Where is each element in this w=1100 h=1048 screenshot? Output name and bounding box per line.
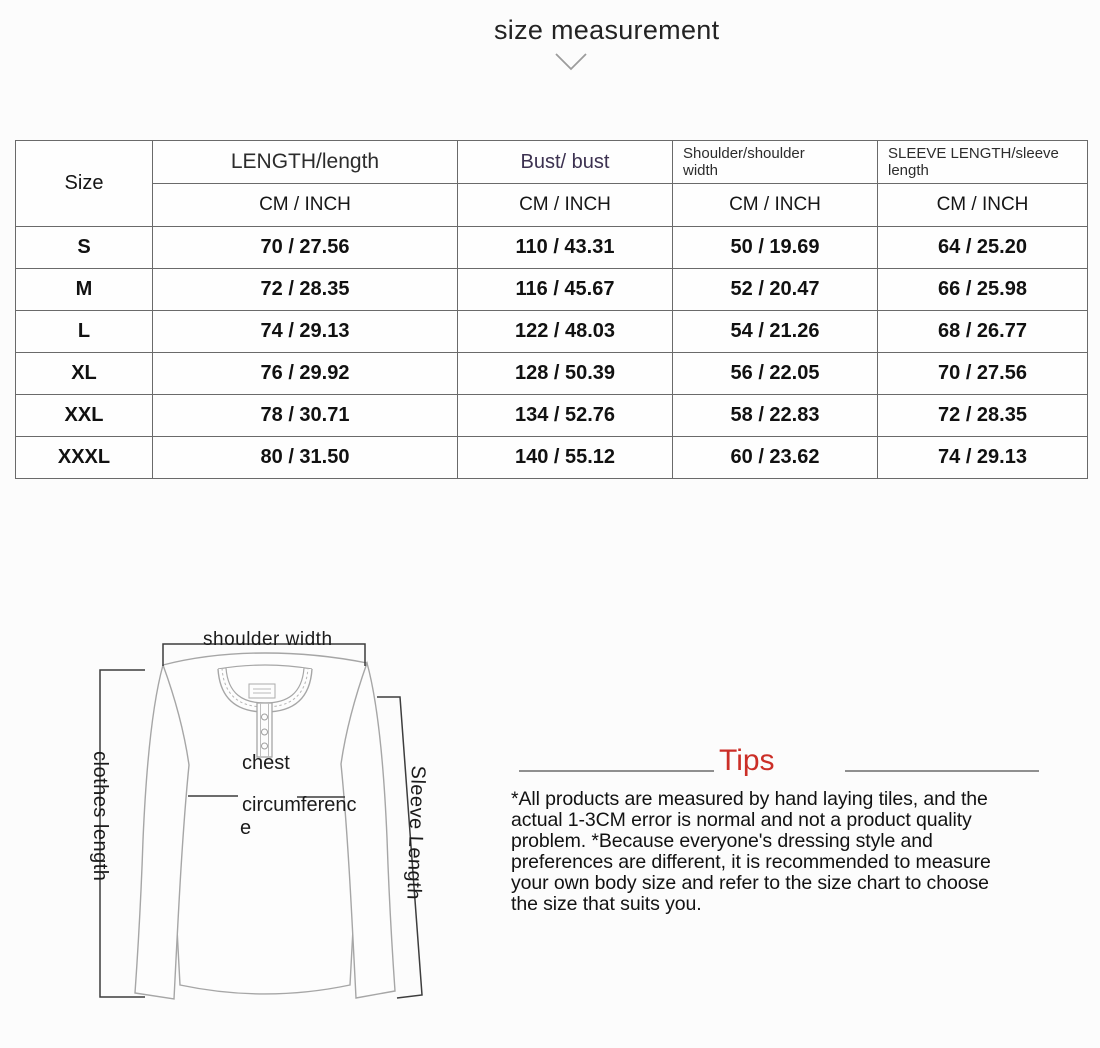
- table-row: [16, 395, 1088, 437]
- column-header-sleeve: [878, 141, 1088, 184]
- shoulder-cell: 58 / 22.83: [673, 395, 878, 437]
- size-cell: M: [16, 269, 153, 311]
- shoulder-cell: 54 / 21.26: [673, 311, 878, 353]
- tips-text-line: *All products are measured by hand laying tiles, and the: [511, 788, 988, 810]
- chest-circumference-label-line2: circumferenc: [242, 794, 357, 816]
- chest-circumference-label-line1: chest: [242, 752, 290, 774]
- length-cell: 76 / 29.92: [153, 353, 458, 395]
- bust-cell: 134 / 52.76: [458, 395, 673, 437]
- button: [262, 729, 268, 735]
- bust-cell: 116 / 45.67: [458, 269, 673, 311]
- chevron-down-icon: [553, 50, 589, 74]
- unit-header-sleeve: CM / INCH: [878, 184, 1088, 227]
- tips-divider-right: [845, 770, 1039, 772]
- page-title: size measurement: [494, 15, 720, 45]
- shoulder-cell: 52 / 20.47: [673, 269, 878, 311]
- size-cell: S: [16, 227, 153, 269]
- length-cell: 72 / 28.35: [153, 269, 458, 311]
- column-header-sleeve-label: SLEEVE LENGTH/sleeve length: [888, 145, 1059, 179]
- bust-cell: 128 / 50.39: [458, 353, 673, 395]
- tips-divider-left: [519, 770, 714, 772]
- tips-text-line: problem. *Because everyone's dressing style and: [511, 830, 933, 852]
- bust-cell: 140 / 55.12: [458, 437, 673, 479]
- sleeve-cell: 68 / 26.77: [878, 311, 1088, 353]
- size-cell: L: [16, 311, 153, 353]
- chest-circumference-label-line3: e: [240, 817, 252, 839]
- tips-text-line: your own body size and refer to the size chart to choose: [511, 872, 989, 894]
- tips-text: [511, 789, 991, 915]
- tips-text-line: the size that suits you.: [511, 893, 702, 915]
- unit-header-bust: CM / INCH: [458, 184, 673, 227]
- clothes-length-label: clothes length: [89, 751, 111, 882]
- tips-heading: Tips: [719, 744, 775, 777]
- bust-cell: 110 / 43.31: [458, 227, 673, 269]
- tips-text-line: actual 1-3CM error is normal and not a product quality: [511, 809, 972, 831]
- unit-header-length: CM / INCH: [153, 184, 458, 227]
- tips-text-line: preferences are different, it is recommended to measure: [511, 851, 991, 873]
- table-row: [16, 437, 1088, 479]
- table-row: [16, 269, 1088, 311]
- column-header-size: Size: [16, 141, 153, 227]
- size-cell: XXL: [16, 395, 153, 437]
- button: [262, 743, 268, 749]
- table-row: [16, 227, 1088, 269]
- table-row: [16, 311, 1088, 353]
- size-cell: XXXL: [16, 437, 153, 479]
- length-cell: 74 / 29.13: [153, 311, 458, 353]
- sleeve-cell: 66 / 25.98: [878, 269, 1088, 311]
- column-header-bust: Bust/ bust: [458, 141, 673, 184]
- shoulder-cell: 56 / 22.05: [673, 353, 878, 395]
- shoulder-cell: 50 / 19.69: [673, 227, 878, 269]
- size-table: [15, 140, 1088, 479]
- shoulder-width-label: shoulder width: [203, 629, 333, 650]
- unit-header-shoulder: CM / INCH: [673, 184, 878, 227]
- sleeve-cell: 72 / 28.35: [878, 395, 1088, 437]
- button: [262, 714, 268, 720]
- column-header-shoulder: [673, 141, 878, 184]
- shoulder-cell: 60 / 23.62: [673, 437, 878, 479]
- length-cell: 70 / 27.56: [153, 227, 458, 269]
- length-cell: 78 / 30.71: [153, 395, 458, 437]
- size-cell: XL: [16, 353, 153, 395]
- sleeve-length-label: Sleeve Length: [402, 765, 429, 901]
- sleeve-cell: 74 / 29.13: [878, 437, 1088, 479]
- column-header-shoulder-label: Shoulder/shoulder width: [683, 145, 805, 179]
- shirt-neck-tag: [249, 684, 275, 698]
- bust-cell: 122 / 48.03: [458, 311, 673, 353]
- column-header-length: LENGTH/length: [153, 141, 458, 184]
- sleeve-cell: 64 / 25.20: [878, 227, 1088, 269]
- sleeve-cell: 70 / 27.56: [878, 353, 1088, 395]
- length-cell: 80 / 31.50: [153, 437, 458, 479]
- table-row: [16, 353, 1088, 395]
